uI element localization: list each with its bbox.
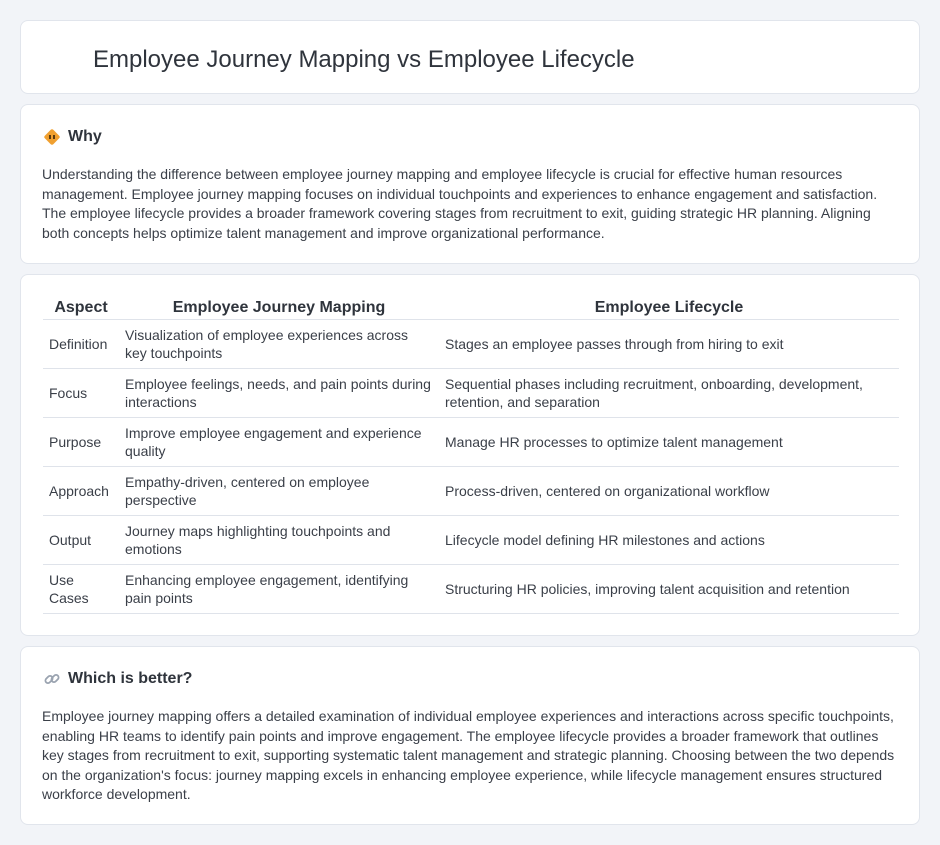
- aspect-cell: Definition: [43, 320, 119, 369]
- page-title: Employee Journey Mapping vs Employee Lifecycle: [93, 46, 635, 73]
- link-icon: [43, 670, 61, 688]
- which-is-better-section: [20, 646, 920, 825]
- journey-mapping-cell: Improve employee engagement and experience quality: [119, 418, 439, 467]
- why-heading: Why: [68, 128, 102, 145]
- lifecycle-cell: Structuring HR policies, improving talent acquisition and retention: [439, 565, 899, 614]
- journey-mapping-cell: Employee feelings, needs, and pain points during interactions: [119, 369, 439, 418]
- header-journey-mapping: Employee Journey Mapping: [119, 295, 439, 320]
- table-row: [43, 467, 899, 516]
- lifecycle-cell: Sequential phases including recruitment, onboarding, development, retention, and separation: [439, 369, 899, 418]
- table-row: [43, 320, 899, 369]
- aspect-cell: Output: [43, 516, 119, 565]
- comparison-table: [43, 295, 899, 614]
- title-card: [20, 20, 920, 94]
- table-header-row: [43, 295, 899, 320]
- better-header: [43, 669, 192, 689]
- aspect-cell: Use Cases: [43, 565, 119, 614]
- aspect-cell: Approach: [43, 467, 119, 516]
- lifecycle-cell: Manage HR processes to optimize talent management: [439, 418, 899, 467]
- aspect-cell: Focus: [43, 369, 119, 418]
- why-text: Understanding the difference between employee journey mapping and employee lifecycle is crucial for effective human resources management. Employee journey mapping focuses on individual touchpoints and experiences to enhance engagement and satisfaction. The employee lifecycle provides a broader framework covering stages from recruitment to exit, guiding strategic HR planning. Aligning both concepts helps optimize talent management and improve organizational performance.: [42, 166, 878, 241]
- table-row: [43, 369, 899, 418]
- why-header: [43, 127, 102, 147]
- better-text: Employee journey mapping offers a detailed examination of individual employee experiences and interactions across specific touchpoints, enabling HR teams to identify pain points and improve engagement. The employee lifecycle provides a broader framework that outlines key stages from recruitment to exit, supporting systematic talent management and strategic planning. Choosing between the two depends on the organization's focus: journey mapping excels in enhancing employee experience, while lifecycle management ensures structured workforce development.: [42, 708, 895, 803]
- table-row: [43, 516, 899, 565]
- journey-mapping-cell: Journey maps highlighting touchpoints and emotions: [119, 516, 439, 565]
- why-section: [20, 104, 920, 264]
- journey-mapping-cell: Enhancing employee engagement, identifying pain points: [119, 565, 439, 614]
- table-row: [43, 418, 899, 467]
- header-aspect: Aspect: [43, 295, 119, 320]
- diamond-sign-icon: [43, 128, 61, 146]
- aspect-cell: Purpose: [43, 418, 119, 467]
- lifecycle-cell: Lifecycle model defining HR milestones and actions: [439, 516, 899, 565]
- lifecycle-cell: Process-driven, centered on organizational workflow: [439, 467, 899, 516]
- comparison-card: [20, 274, 920, 636]
- journey-mapping-cell: Visualization of employee experiences across key touchpoints: [119, 320, 439, 369]
- journey-mapping-cell: Empathy-driven, centered on employee perspective: [119, 467, 439, 516]
- lifecycle-cell: Stages an employee passes through from hiring to exit: [439, 320, 899, 369]
- header-lifecycle: Employee Lifecycle: [439, 295, 899, 320]
- better-heading: Which is better?: [68, 670, 193, 687]
- table-row: [43, 565, 899, 614]
